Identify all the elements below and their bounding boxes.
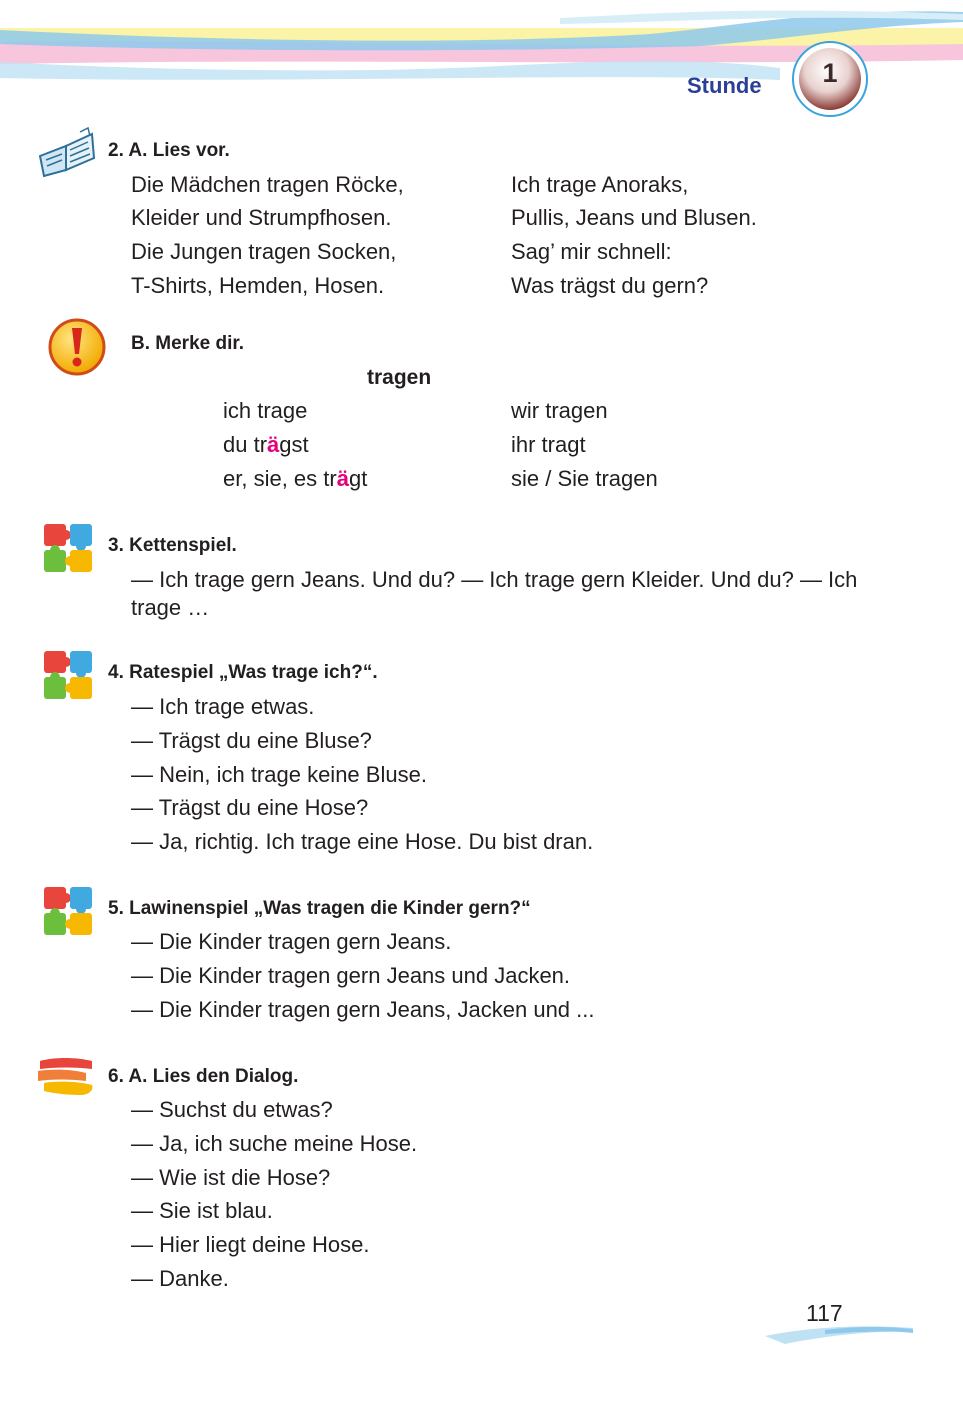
exercise-5-heading: 5. Lawinenspiel „Was tragen die Kinder gern?“: [108, 898, 531, 919]
puzzle-icon: [40, 520, 98, 576]
poem-left-line: Die Jungen tragen Socken,: [131, 239, 397, 264]
dialog-line: — Die Kinder tragen gern Jeans und Jacken.: [131, 963, 571, 988]
lesson-number: 1: [822, 58, 838, 88]
dialog-line: — Die Kinder tragen gern Jeans, Jacken und ...: [131, 997, 595, 1022]
exercise-3-heading: 3. Kettenspiel.: [108, 535, 237, 556]
verb-title: tragen: [367, 366, 432, 389]
dialog-line: — Ja, ich suche meine Hose.: [131, 1131, 418, 1156]
conjugation-ich: ich trage: [223, 398, 308, 423]
dialog-hands-icon: [36, 1055, 98, 1097]
dialog-line: — Ja, richtig. Ich trage eine Hose. Du bist dran.: [131, 829, 594, 854]
dialog-line: — Trägst du eine Hose?: [131, 795, 369, 820]
poem-right-line: Ich trage Anoraks,: [511, 172, 689, 197]
open-book-icon: [36, 126, 98, 180]
puzzle-icon: [40, 883, 98, 939]
poem-right-line: Was trägst du gern?: [511, 273, 709, 298]
dialog-line: — Ich trage etwas.: [131, 694, 315, 719]
dialog-line: — Wie ist die Hose?: [131, 1165, 331, 1190]
poem-right-line: Sag’ mir schnell:: [511, 239, 672, 264]
page-number: 117: [806, 1300, 843, 1326]
exercise-4-heading: 4. Ratespiel „Was trage ich?“.: [108, 662, 378, 683]
exercise-2b-heading: B. Merke dir.: [131, 333, 244, 354]
dialog-line: — Die Kinder tragen gern Jeans.: [131, 929, 452, 954]
poem-left-line: T-Shirts, Hemden, Hosen.: [131, 273, 385, 298]
poem-left-line: Die Mädchen tragen Röcke,: [131, 172, 404, 197]
conjugation-er-sie-es: er, sie, es trägt: [223, 466, 368, 491]
conjugation-sie-Sie: sie / Sie tragen: [511, 466, 658, 491]
dialog-line: — Danke.: [131, 1266, 229, 1291]
conjugation-wir: wir tragen: [511, 398, 608, 423]
puzzle-icon: [40, 647, 98, 703]
footer-wave: [765, 1324, 915, 1348]
dialog-line: — Suchst du etwas?: [131, 1097, 333, 1122]
poem-left-line: Kleider und Strumpfhosen.: [131, 205, 392, 230]
exercise-6-heading: 6. A. Lies den Dialog.: [108, 1066, 299, 1087]
dialog-line: — Nein, ich trage keine Bluse.: [131, 762, 427, 787]
dialog-line: — Sie ist blau.: [131, 1198, 273, 1223]
lesson-label: Stunde: [687, 73, 762, 98]
exclamation-icon: [48, 318, 106, 376]
conjugation-ihr: ihr tragt: [511, 432, 586, 457]
dialog-line: — Hier liegt deine Hose.: [131, 1232, 370, 1257]
exercise-2a-heading: 2. A. Lies vor.: [108, 140, 230, 161]
poem-right-line: Pullis, Jeans und Blusen.: [511, 205, 757, 230]
dialog-line: — Trägst du eine Bluse?: [131, 728, 372, 753]
conjugation-du: du trägst: [223, 432, 309, 457]
exercise-3-text: — Ich trage gern Jeans. Und du? — Ich trage gern Kleider. Und du? — Ich trage …: [131, 567, 858, 620]
